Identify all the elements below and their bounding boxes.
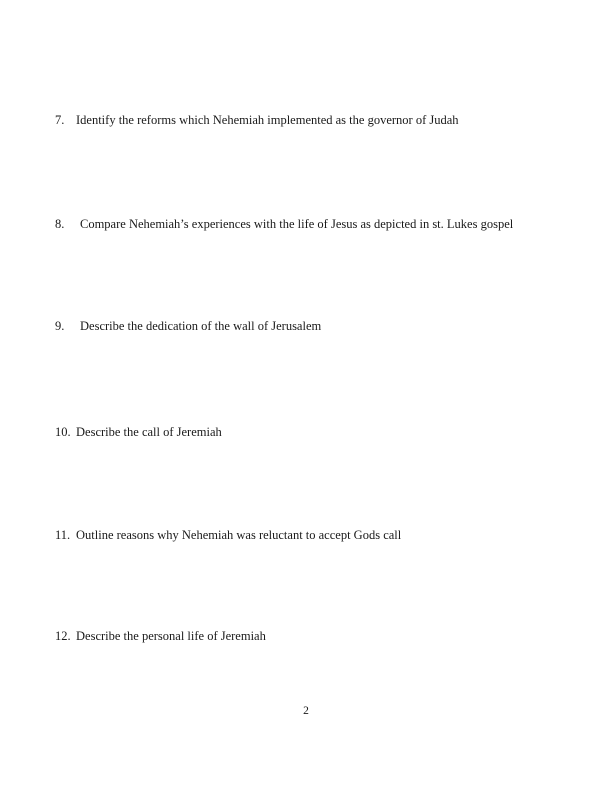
question-text: Describe the call of Jeremiah — [76, 425, 222, 439]
question-number: 7. — [55, 113, 65, 127]
question-text: Describe the dedication of the wall of Jerusalem — [80, 319, 322, 333]
question-number: 8. — [55, 217, 65, 231]
question-11 — [55, 527, 562, 544]
question-7 — [55, 112, 562, 129]
question-text: Identify the reforms which Nehemiah implemented as the governor of Judah — [76, 113, 459, 127]
page-number: 2 — [303, 705, 309, 717]
question-text: Compare Nehemiah’s experiences with the life of Jesus as depicted in st. Lukes gospel — [80, 217, 514, 231]
question-text: Describe the personal life of Jeremiah — [76, 629, 266, 643]
question-9 — [55, 318, 562, 335]
question-number: 11. — [55, 528, 71, 542]
question-8 — [55, 216, 562, 233]
question-number: 12. — [55, 629, 71, 643]
question-12 — [55, 628, 562, 645]
question-10 — [55, 424, 562, 441]
question-text: Outline reasons why Nehemiah was reluctant to accept Gods call — [76, 528, 402, 542]
question-number: 10. — [55, 425, 71, 439]
question-number: 9. — [55, 319, 65, 333]
